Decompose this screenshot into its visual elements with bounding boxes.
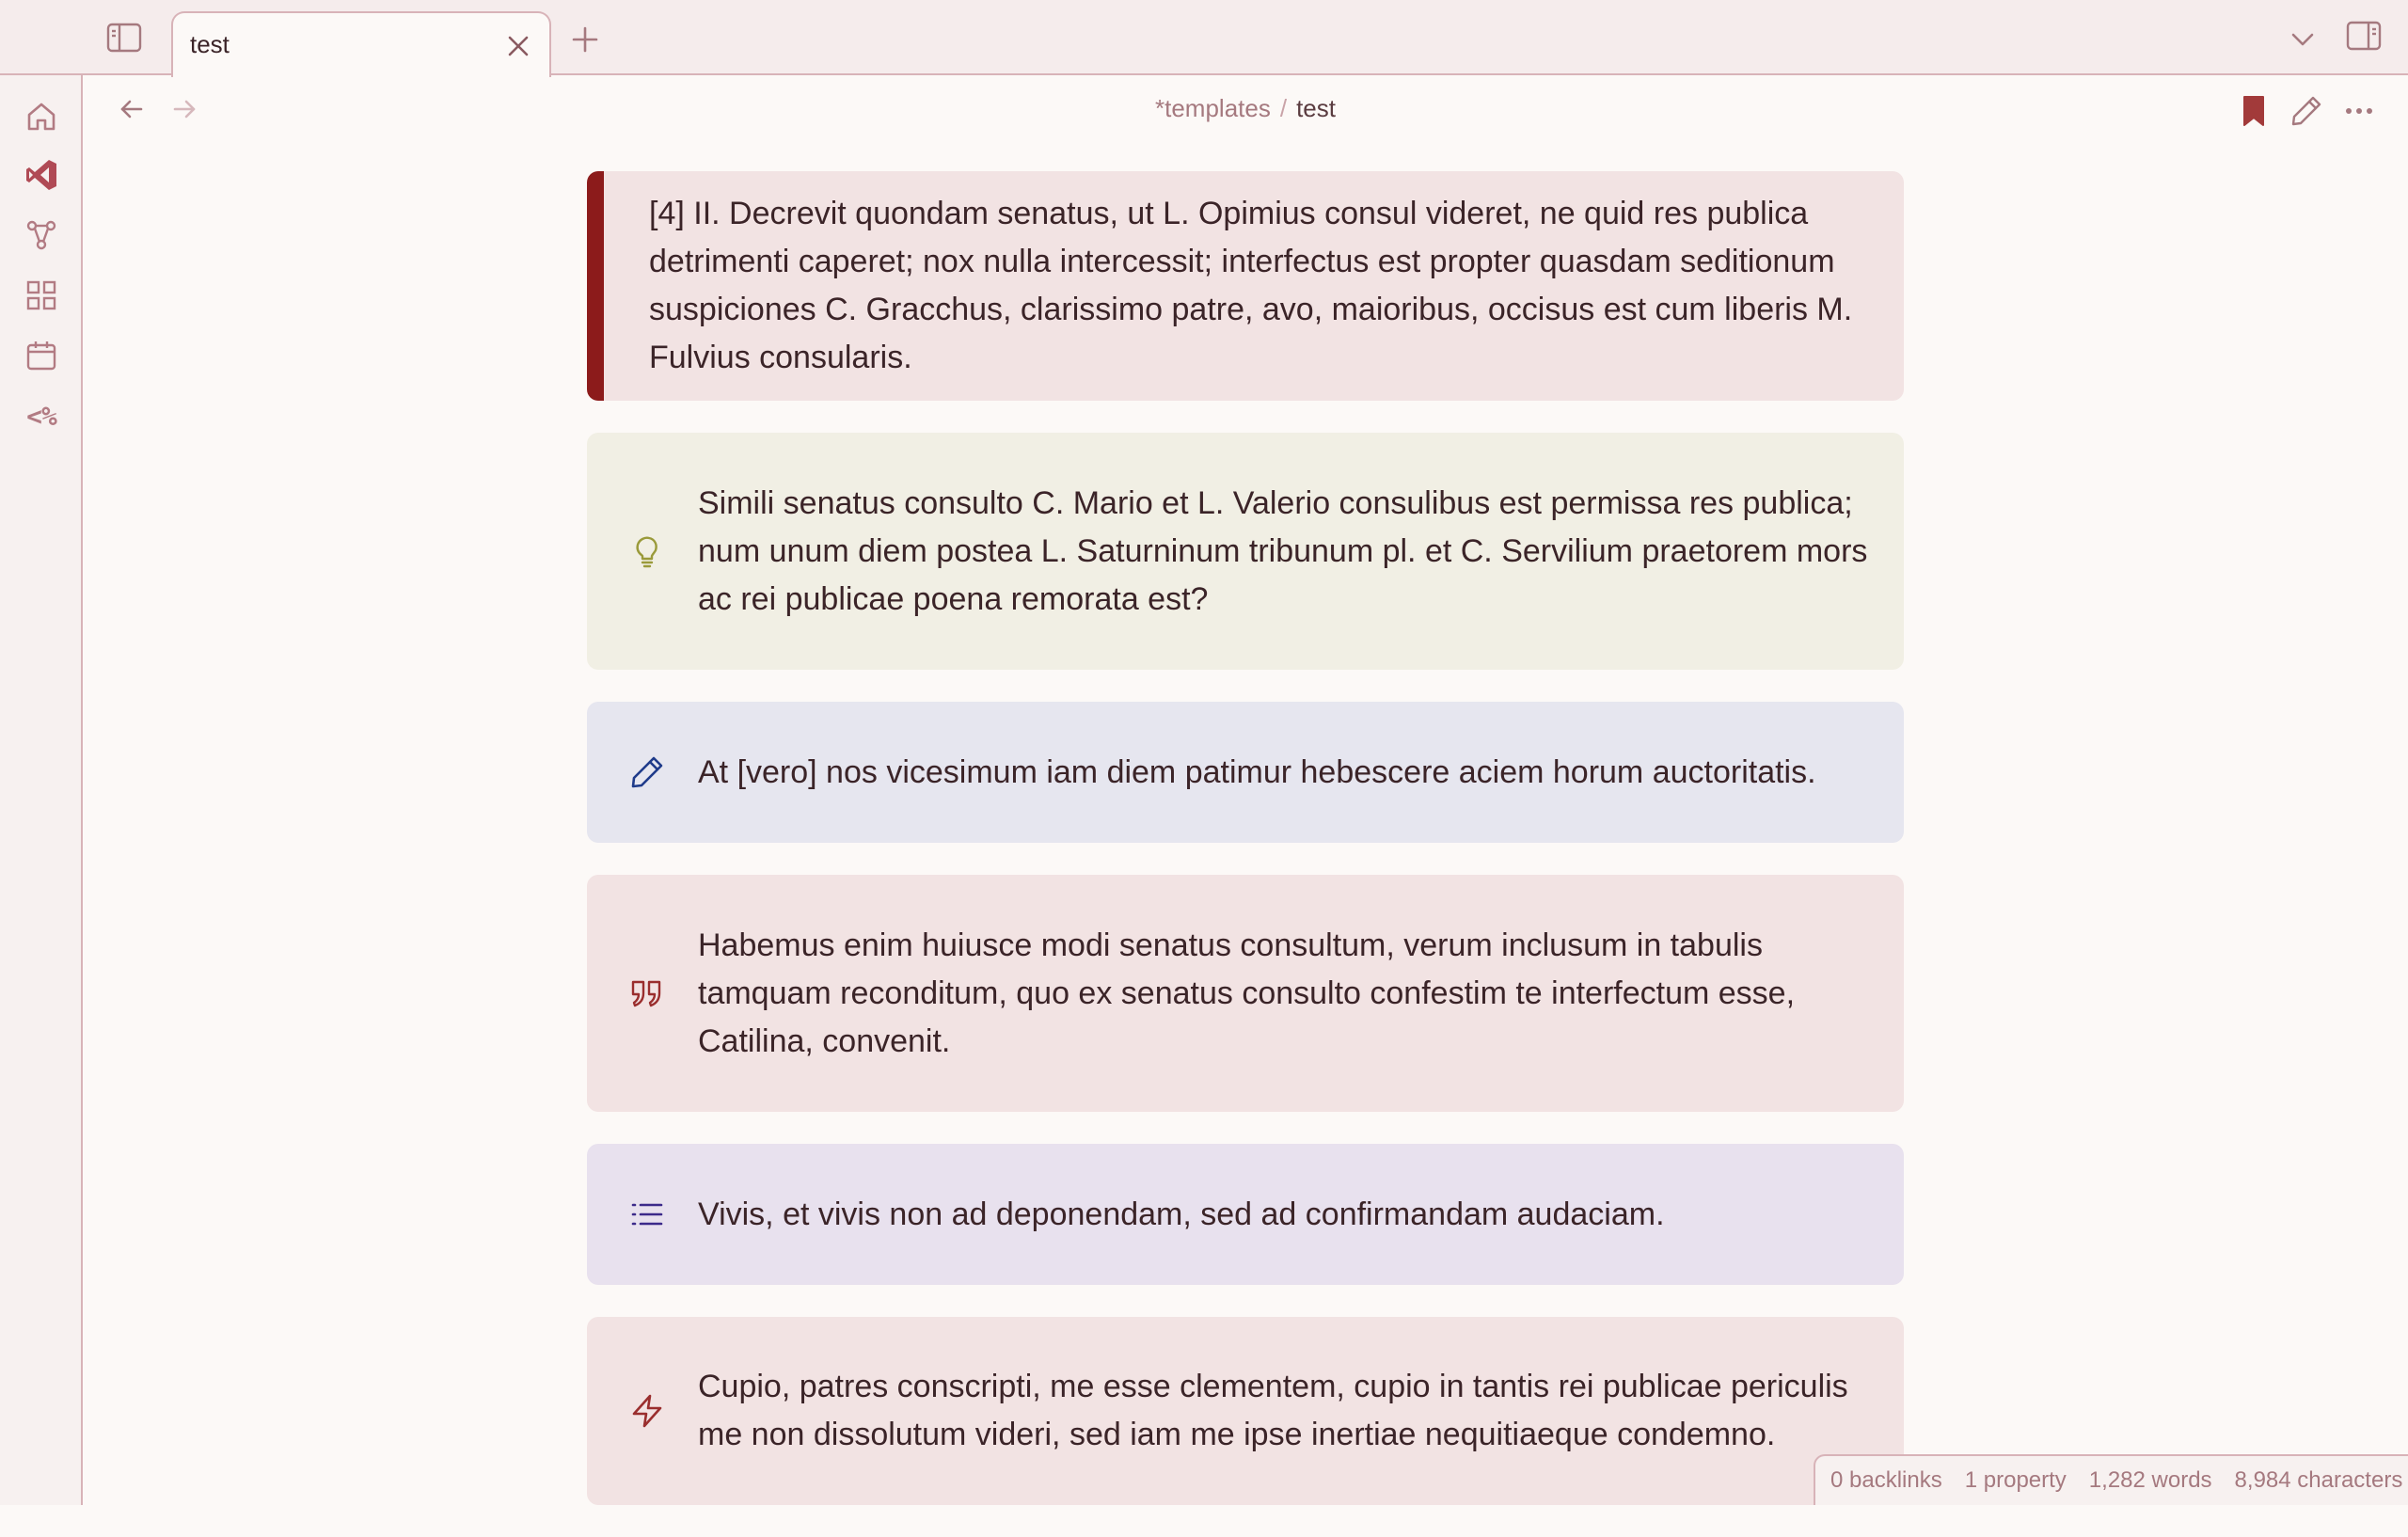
tab-bar [0, 0, 2408, 75]
callout-text: At [vero] nos vicesimum iam diem patimur hebescere aciem horum auctoritatis. [698, 753, 1816, 790]
callout-tip [587, 433, 1904, 670]
back-arrow-icon[interactable] [115, 92, 149, 126]
lightbulb-icon [628, 532, 666, 570]
callout-example [587, 1144, 1904, 1285]
status-bar [1814, 1454, 2408, 1505]
chevron-down-icon[interactable] [2286, 23, 2320, 56]
edit-pencil-icon[interactable] [2288, 92, 2325, 130]
breadcrumb-folder[interactable]: *templates [1155, 94, 1271, 122]
callout-text: Cupio, patres conscripti, me esse clementem, cupio in tantis rei publicae periculis me non dissolutum videri, sed iam me ipse inertiae nequitiaeque condemno. [698, 1369, 1848, 1452]
quote-icon [628, 974, 666, 1012]
close-icon[interactable] [504, 32, 532, 60]
calendar-icon[interactable] [21, 335, 62, 376]
breadcrumb-separator: / [1279, 94, 1288, 122]
breadcrumb [0, 94, 2408, 123]
dashboard-icon[interactable] [21, 275, 62, 316]
zap-icon [628, 1392, 666, 1430]
tab-title: test [190, 30, 230, 58]
callout-text: Habemus enim huiusce modi senatus consultum, verum inclusum in tabulis tamquam reconditum, quo ex senatus consulto confestim te interfectum esse, Catilina, convenit. [698, 927, 1796, 1059]
home-icon[interactable] [21, 96, 62, 137]
breadcrumb-file[interactable]: test [1296, 94, 1336, 122]
forward-arrow-icon[interactable] [167, 92, 201, 126]
character-count[interactable]: 8,984 characters [2234, 1467, 2403, 1493]
callout-text: Vivis, et vivis non ad deponendam, sed ad confirmandam audaciam. [698, 1196, 1665, 1232]
list-icon [628, 1196, 666, 1233]
note-content [587, 171, 1904, 1537]
left-sidebar-toggle-icon[interactable] [105, 21, 143, 55]
tab-test[interactable] [171, 11, 551, 77]
callout-note [587, 702, 1904, 843]
callout-quote [587, 875, 1904, 1112]
more-options-icon[interactable] [2340, 92, 2378, 130]
left-ribbon [0, 75, 83, 1505]
bookmark-icon[interactable] [2235, 92, 2273, 130]
new-tab-icon[interactable] [566, 21, 604, 58]
templater-button[interactable]: <% [26, 400, 56, 432]
right-sidebar-toggle-icon[interactable] [2346, 21, 2384, 55]
word-count[interactable]: 1,282 words [2088, 1467, 2212, 1493]
blockquote: [4] II. Decrevit quondam senatus, ut L. Opimius consul videret, ne quid res publica detrimenti caperet; nox nulla intercessit; interfectus est propter quasdam seditionum suspiciones C. Gracchus, clarissimo patre, avo, maioribus, occisus est cum liberis M. Fulvius consularis. [587, 171, 1904, 401]
callout-text: Simili senatus consulto C. Mario et L. Valerio consulibus est permissa res publica; num unum diem postea L. Saturninum tribunum pl. et C. Servilium praetorem mors ac rei publicae poena remorata est? [698, 484, 1868, 617]
vscode-icon[interactable] [21, 154, 62, 196]
properties-count[interactable]: 1 property [1964, 1467, 2067, 1493]
graph-view-icon[interactable] [21, 214, 62, 256]
pencil-icon [628, 753, 666, 791]
callout-danger [587, 1317, 1904, 1505]
backlinks-count[interactable]: 0 backlinks [1830, 1467, 1942, 1493]
